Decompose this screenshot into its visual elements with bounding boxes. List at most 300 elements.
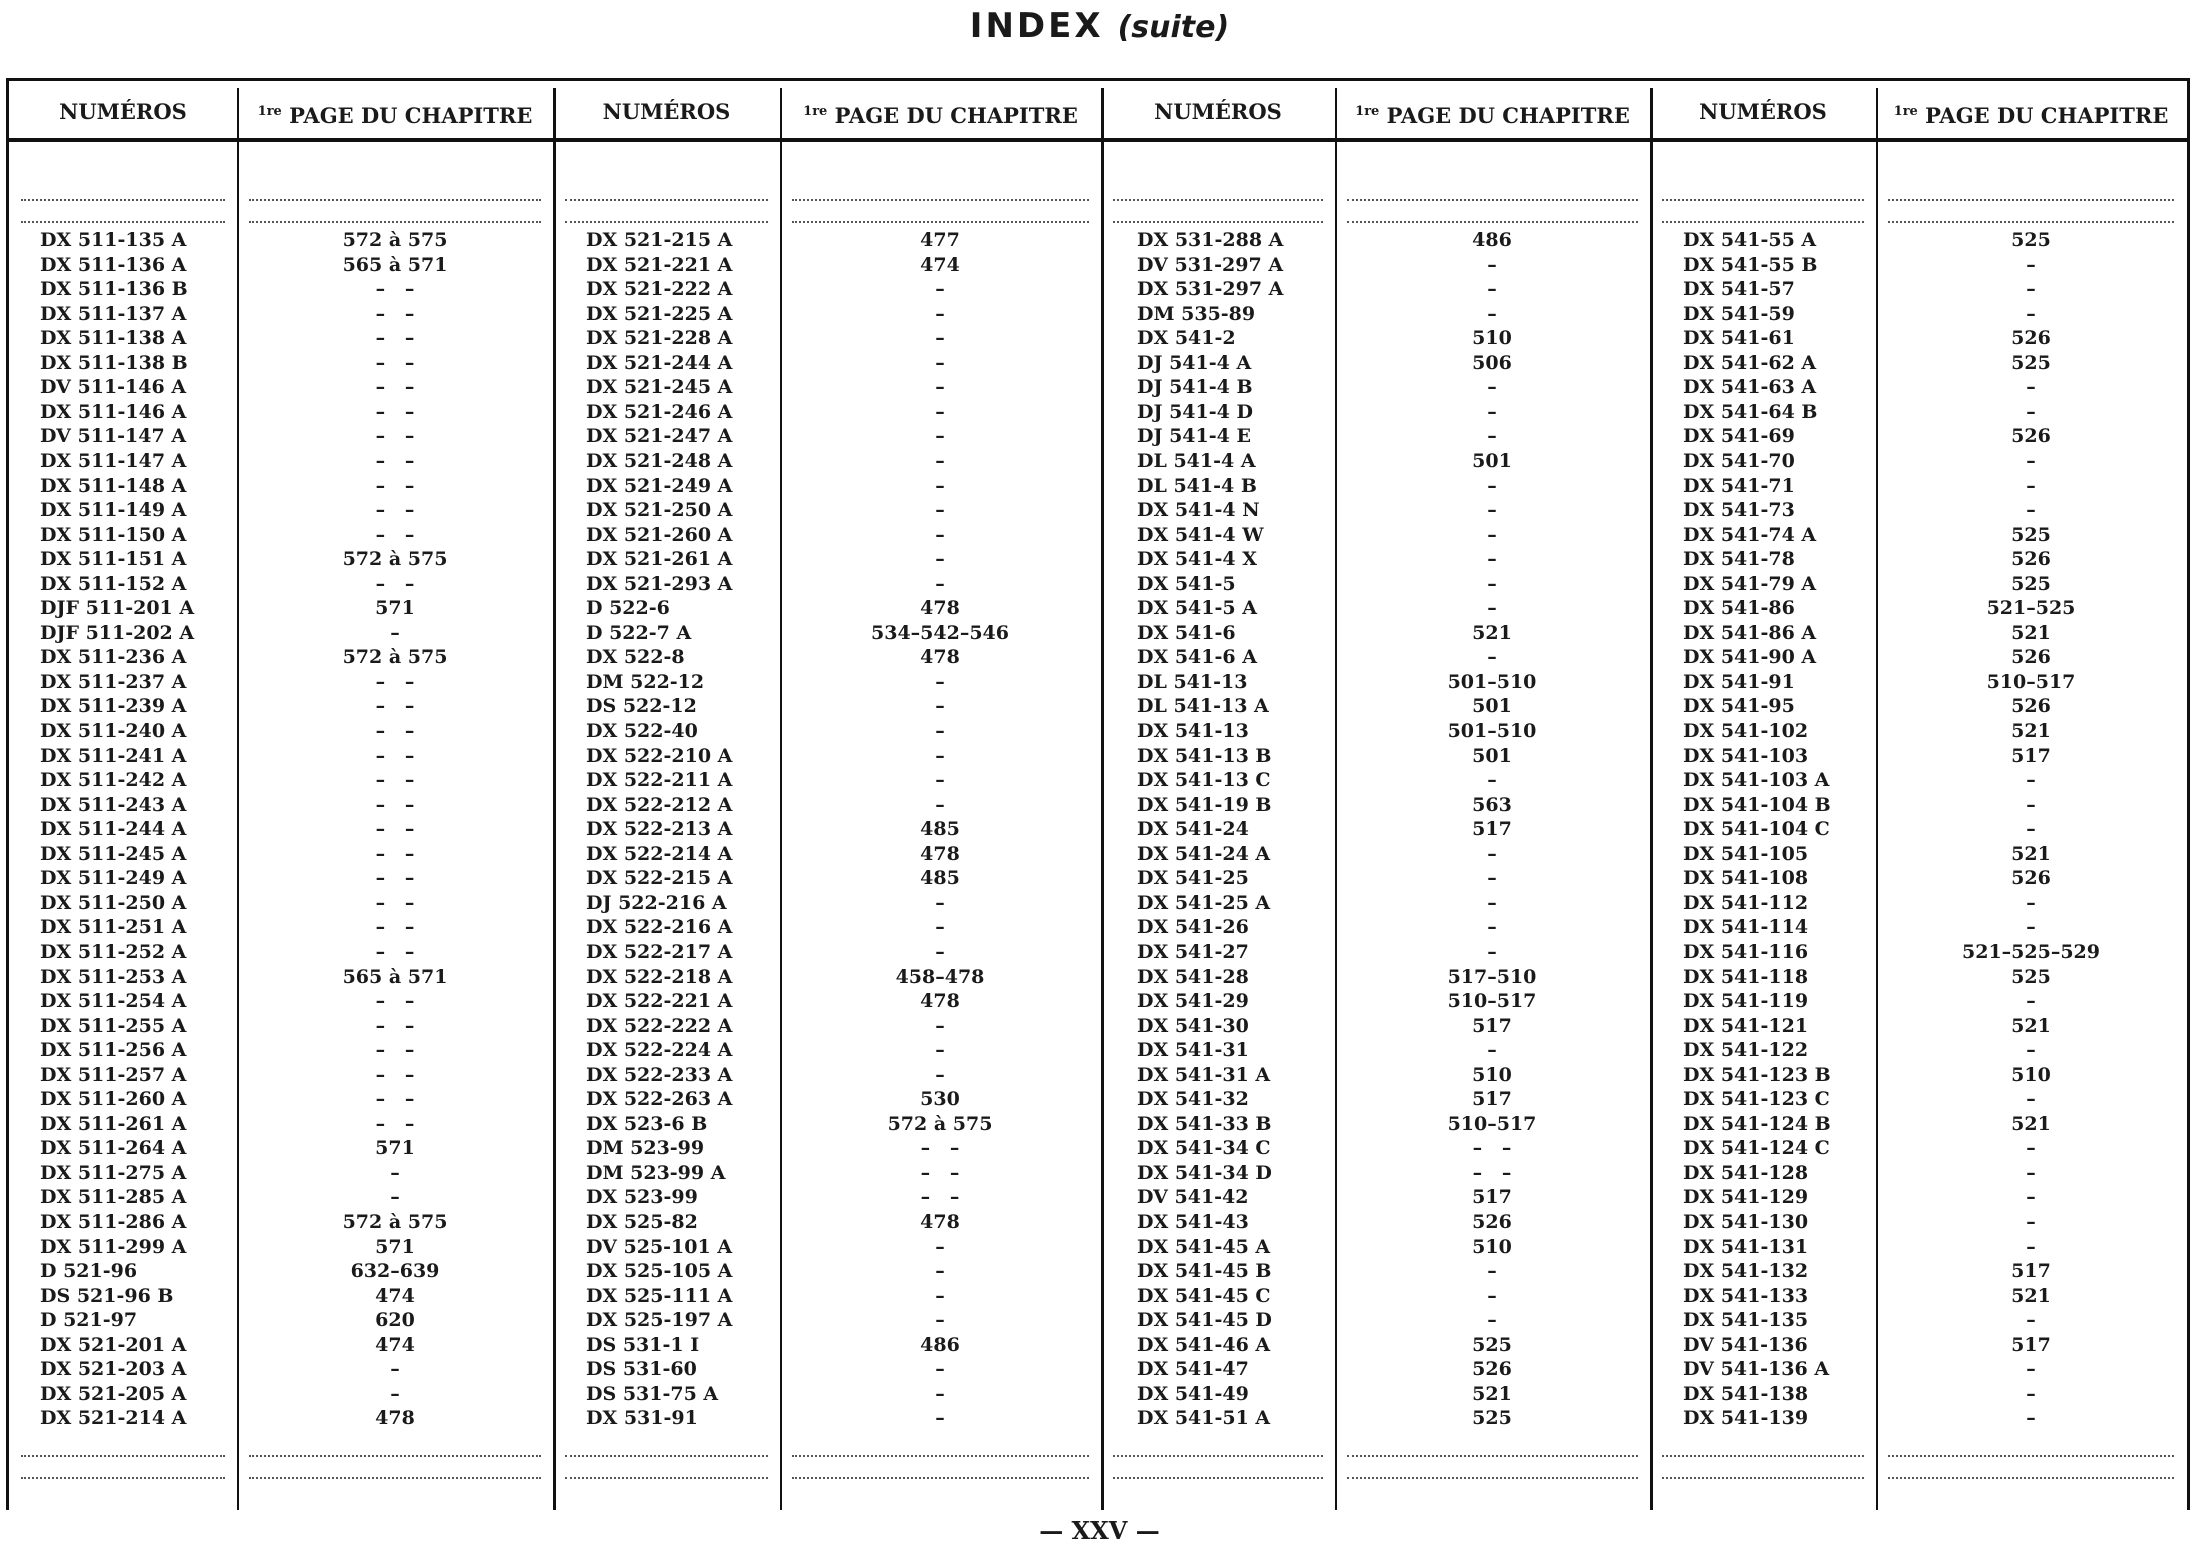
chapter-page: 485 bbox=[920, 818, 960, 841]
index-number: DX 541-105 bbox=[1683, 842, 1809, 865]
index-number: DX 522-217 A bbox=[586, 940, 733, 963]
index-number: DX 525-105 A bbox=[586, 1260, 733, 1283]
chapter-page: 478 bbox=[920, 990, 960, 1013]
index-number: DX 541-104 B bbox=[1683, 793, 1831, 816]
chapter-page: – – bbox=[375, 842, 415, 865]
chapter-page: – bbox=[1487, 572, 1497, 595]
index-number: DJ 541-4 A bbox=[1137, 351, 1252, 374]
chapter-page: – – bbox=[375, 1039, 415, 1062]
chapter-page: – bbox=[2026, 474, 2036, 497]
dotted-rule bbox=[1662, 199, 1864, 201]
chapter-page: – bbox=[1487, 646, 1497, 669]
chapter-page: – bbox=[2026, 1088, 2036, 1111]
index-number: DX 541-118 bbox=[1683, 965, 1809, 988]
chapter-page: 510–517 bbox=[1986, 670, 2076, 693]
index-number: DX 541-34 D bbox=[1137, 1161, 1272, 1184]
chapter-page: – – bbox=[375, 769, 415, 792]
index-number: DS 522-12 bbox=[586, 695, 697, 718]
chapter-page: – bbox=[1487, 769, 1497, 792]
chapter-page: – bbox=[935, 769, 945, 792]
dotted-rule bbox=[1347, 199, 1638, 201]
chapter-page: 501–510 bbox=[1447, 720, 1537, 742]
page-title bbox=[0, 6, 2199, 46]
header-page-text: PAGE DU CHAPITRE bbox=[1917, 103, 2169, 128]
index-number: DX 521-261 A bbox=[586, 548, 733, 571]
index-number: DX 541-34 C bbox=[1137, 1137, 1271, 1160]
chapter-page: – bbox=[935, 327, 945, 350]
chapter-page: – bbox=[2026, 302, 2036, 325]
chapter-page: 474 bbox=[375, 1284, 415, 1307]
index-number: DX 521-245 A bbox=[586, 376, 733, 399]
chapter-page: – bbox=[390, 1186, 400, 1209]
index-number: DX 521-293 A bbox=[586, 572, 733, 595]
index-number: DX 511-146 A bbox=[40, 400, 187, 423]
dotted-rule bbox=[249, 1477, 541, 1479]
index-number: DX 541-116 bbox=[1683, 940, 1809, 963]
dotted-rule bbox=[565, 1455, 768, 1457]
index-number: DS 531-60 bbox=[586, 1358, 697, 1381]
chapter-page: 572 à 575 bbox=[342, 548, 448, 571]
chapter-page: 521 bbox=[1472, 621, 1512, 644]
index-number: DX 541-71 bbox=[1683, 474, 1795, 497]
chapter-page: – bbox=[935, 744, 945, 767]
dotted-rule bbox=[565, 199, 768, 201]
index-number: DX 511-241 A bbox=[40, 744, 187, 767]
chapter-page: 517 bbox=[1472, 818, 1512, 841]
chapter-page: – – bbox=[920, 1161, 960, 1184]
index-number: DX 541-5 bbox=[1137, 572, 1236, 595]
index-number: DM 535-89 bbox=[1137, 302, 1256, 325]
chapter-page: 501 bbox=[1472, 695, 1512, 718]
index-number: DX 541-130 bbox=[1683, 1211, 1809, 1233]
index-number: DX 521-247 A bbox=[586, 425, 733, 448]
chapter-page: – – bbox=[375, 670, 415, 693]
index-number: DX 541-13 bbox=[1137, 720, 1249, 742]
chapter-page: – – bbox=[375, 376, 415, 399]
chapter-page: – bbox=[935, 278, 945, 301]
index-number: D 522-6 bbox=[586, 597, 670, 620]
index-number: DX 541-19 B bbox=[1137, 793, 1272, 816]
index-number: DX 522-40 bbox=[586, 720, 698, 742]
index-number: DX 511-149 A bbox=[40, 499, 187, 522]
chapter-page: – – bbox=[375, 1088, 415, 1111]
header-page-chapitre bbox=[780, 92, 1101, 132]
chapter-page: – – bbox=[375, 523, 415, 546]
column-divider bbox=[1650, 88, 1653, 1510]
index-number: DX 525-197 A bbox=[586, 1309, 733, 1332]
chapter-page: 521–525 bbox=[1986, 597, 2076, 620]
dotted-rule bbox=[1347, 221, 1638, 223]
index-number: DX 541-45 D bbox=[1137, 1309, 1272, 1332]
chapter-page: – bbox=[2026, 1211, 2036, 1233]
chapter-page: – bbox=[935, 425, 945, 448]
index-number: DX 541-33 B bbox=[1137, 1112, 1272, 1135]
index-number: DX 511-256 A bbox=[40, 1039, 187, 1062]
index-number: DX 541-25 A bbox=[1137, 891, 1271, 914]
chapter-page: – bbox=[1487, 916, 1497, 939]
header-ordinal: 1re bbox=[1355, 104, 1380, 119]
chapter-page: – bbox=[1487, 867, 1497, 890]
index-number: DX 541-69 bbox=[1683, 425, 1795, 448]
index-number: DX 541-70 bbox=[1683, 449, 1795, 472]
index-number: DL 541-13 bbox=[1137, 670, 1248, 693]
index-number: DJF 511-202 A bbox=[40, 621, 195, 644]
chapter-page: – – bbox=[375, 302, 415, 325]
index-number: DX 511-138 B bbox=[40, 351, 188, 374]
chapter-page: – bbox=[1487, 1284, 1497, 1307]
chapter-page: – bbox=[2026, 916, 2036, 939]
chapter-page: – bbox=[2026, 990, 2036, 1013]
index-number: DX 511-253 A bbox=[40, 965, 187, 988]
chapter-page: – bbox=[1487, 940, 1497, 963]
index-number: DX 541-31 A bbox=[1137, 1063, 1271, 1086]
chapter-page: – bbox=[935, 302, 945, 325]
chapter-page: – bbox=[2026, 891, 2036, 914]
chapter-page: – bbox=[1487, 1260, 1497, 1283]
index-number: DX 541-45 B bbox=[1137, 1260, 1272, 1283]
chapter-page: 517 bbox=[2011, 1260, 2051, 1283]
chapter-page: – bbox=[2026, 1186, 2036, 1209]
chapter-page: – bbox=[390, 1358, 400, 1381]
index-number: DX 511-286 A bbox=[40, 1211, 187, 1233]
dotted-rule bbox=[565, 1477, 768, 1479]
header-numeros: NUMÉROS bbox=[59, 99, 187, 124]
chapter-page: – bbox=[1487, 302, 1497, 325]
index-number: DV 541-136 bbox=[1683, 1333, 1808, 1356]
chapter-page: 526 bbox=[2011, 695, 2051, 718]
dotted-rule bbox=[1113, 199, 1323, 201]
index-number: DX 511-137 A bbox=[40, 302, 187, 325]
chapter-page: – bbox=[1487, 548, 1497, 571]
index-number: DX 521-205 A bbox=[40, 1382, 187, 1405]
index-number: DL 541-13 A bbox=[1137, 695, 1269, 718]
chapter-page: 517 bbox=[1472, 1014, 1512, 1037]
index-number: DX 541-25 bbox=[1137, 867, 1249, 890]
index-number: DX 541-55 B bbox=[1683, 253, 1818, 276]
index-number: DX 541-24 A bbox=[1137, 842, 1271, 865]
chapter-page: 521 bbox=[2011, 1014, 2051, 1037]
chapter-page: 530 bbox=[920, 1088, 960, 1111]
index-number: DL 541-4 B bbox=[1137, 474, 1257, 497]
chapter-page: – – bbox=[375, 990, 415, 1013]
chapter-page: – bbox=[935, 670, 945, 693]
index-number: DX 511-236 A bbox=[40, 646, 187, 669]
dotted-rule bbox=[565, 221, 768, 223]
chapter-page: 572 à 575 bbox=[342, 646, 448, 669]
index-number: DX 511-244 A bbox=[40, 818, 187, 841]
chapter-page: – – bbox=[375, 449, 415, 472]
index-number: DX 541-62 A bbox=[1683, 351, 1817, 374]
chapter-page: – – bbox=[1472, 1161, 1512, 1184]
chapter-page: 510–517 bbox=[1447, 990, 1537, 1013]
index-number: DX 531-297 A bbox=[1137, 278, 1284, 301]
chapter-page: – bbox=[2026, 1137, 2036, 1160]
index-number: DS 531-75 A bbox=[586, 1382, 719, 1405]
chapter-page: 525 bbox=[1472, 1333, 1512, 1356]
index-number: DX 541-91 bbox=[1683, 670, 1795, 693]
chapter-page: – – bbox=[375, 720, 415, 742]
index-number: DX 522-8 bbox=[586, 646, 685, 669]
chapter-page: 501–510 bbox=[1447, 670, 1537, 693]
header-page-chapitre bbox=[1335, 92, 1650, 132]
index-number: DX 511-136 B bbox=[40, 278, 188, 301]
index-number: DX 541-64 B bbox=[1683, 400, 1818, 423]
index-number: DX 511-138 A bbox=[40, 327, 187, 350]
header-numeros: NUMÉROS bbox=[602, 99, 731, 124]
chapter-page: – bbox=[935, 1063, 945, 1086]
chapter-page: 526 bbox=[1472, 1211, 1512, 1233]
index-number: DX 541-86 bbox=[1683, 597, 1795, 620]
chapter-page: 565 à 571 bbox=[342, 965, 448, 988]
index-number: DX 511-257 A bbox=[40, 1063, 187, 1086]
chapter-page: – bbox=[935, 1358, 945, 1381]
chapter-page: 571 bbox=[375, 1137, 415, 1160]
index-number: DX 511-136 A bbox=[40, 253, 187, 276]
index-number: DX 531-91 bbox=[586, 1407, 698, 1430]
index-number: DX 541-51 A bbox=[1137, 1407, 1271, 1430]
chapter-page: – – bbox=[920, 1137, 960, 1160]
dotted-rule bbox=[1888, 199, 2174, 201]
index-number: DX 521-228 A bbox=[586, 327, 733, 350]
index-number: DX 511-249 A bbox=[40, 867, 187, 890]
index-number: DX 541-2 bbox=[1137, 327, 1236, 350]
index-number: DX 541-13 B bbox=[1137, 744, 1272, 767]
chapter-page: – bbox=[935, 891, 945, 914]
chapter-page: – bbox=[935, 376, 945, 399]
index-number: DV 541-136 A bbox=[1683, 1358, 1830, 1381]
index-number: DX 541-102 bbox=[1683, 720, 1809, 742]
chapter-page: – – bbox=[375, 744, 415, 767]
index-number: DX 541-6 bbox=[1137, 621, 1236, 644]
index-number: DX 522-221 A bbox=[586, 990, 733, 1013]
index-number: DX 511-151 A bbox=[40, 548, 187, 571]
chapter-page: – bbox=[2026, 1235, 2036, 1258]
chapter-page: – bbox=[2026, 1039, 2036, 1062]
chapter-page: 632–639 bbox=[350, 1260, 440, 1283]
chapter-page: 572 à 575 bbox=[887, 1112, 993, 1135]
index-number: DX 541-63 A bbox=[1683, 376, 1817, 399]
chapter-page: 506 bbox=[1472, 351, 1512, 374]
index-number: DX 541-86 A bbox=[1683, 621, 1817, 644]
title-suffix: (suite) bbox=[1117, 10, 1230, 45]
index-number: DX 541-95 bbox=[1683, 695, 1795, 718]
chapter-page: 510 bbox=[1472, 1235, 1512, 1258]
chapter-page: – bbox=[2026, 1382, 2036, 1405]
chapter-page: – bbox=[1487, 425, 1497, 448]
chapter-page: 620 bbox=[375, 1309, 415, 1332]
dotted-rule bbox=[21, 221, 225, 223]
index-number: DX 522-214 A bbox=[586, 842, 733, 865]
chapter-page: 510 bbox=[1472, 1063, 1512, 1086]
header-ordinal: 1re bbox=[257, 104, 282, 119]
chapter-page: 525 bbox=[1472, 1407, 1512, 1430]
index-number: DX 541-121 bbox=[1683, 1014, 1809, 1037]
chapter-page: – – bbox=[375, 327, 415, 350]
index-number: DX 541-24 bbox=[1137, 818, 1249, 841]
chapter-page: 525 bbox=[2011, 965, 2051, 988]
chapter-page: – – bbox=[375, 1063, 415, 1086]
chapter-page: – bbox=[935, 695, 945, 718]
chapter-page: 526 bbox=[2011, 425, 2051, 448]
header-page-text: PAGE DU CHAPITRE bbox=[281, 103, 533, 128]
index-number: DL 541-4 A bbox=[1137, 449, 1256, 472]
chapter-page: 478 bbox=[920, 1211, 960, 1233]
chapter-page: 521 bbox=[2011, 1284, 2051, 1307]
chapter-page: – – bbox=[375, 940, 415, 963]
index-number: DM 522-12 bbox=[586, 670, 705, 693]
header-numeros: NUMÉROS bbox=[1699, 99, 1827, 124]
index-number: DX 541-128 bbox=[1683, 1161, 1809, 1184]
chapter-page: 526 bbox=[2011, 646, 2051, 669]
dotted-rule bbox=[1662, 1455, 1864, 1457]
chapter-page: 571 bbox=[375, 1235, 415, 1258]
dotted-rule bbox=[1113, 1455, 1323, 1457]
chapter-page: – – bbox=[920, 1186, 960, 1209]
chapter-page: 571 bbox=[375, 597, 415, 620]
chapter-page: – – bbox=[375, 695, 415, 718]
title-text: INDEX bbox=[969, 6, 1104, 46]
chapter-page: 458–478 bbox=[895, 965, 985, 988]
dotted-rule bbox=[1347, 1455, 1638, 1457]
index-number: DX 511-150 A bbox=[40, 523, 187, 546]
chapter-page: – bbox=[2026, 449, 2036, 472]
index-number: DX 541-124 B bbox=[1683, 1112, 1831, 1135]
chapter-page: 517–510 bbox=[1447, 965, 1537, 988]
index-number: DX 541-55 A bbox=[1683, 229, 1817, 251]
dotted-rule bbox=[1888, 1477, 2174, 1479]
chapter-page: – – bbox=[375, 1014, 415, 1037]
chapter-page: – – bbox=[1472, 1137, 1512, 1160]
chapter-page: – bbox=[1487, 474, 1497, 497]
chapter-page: 477 bbox=[920, 229, 960, 251]
chapter-page: 485 bbox=[920, 867, 960, 890]
chapter-page: – bbox=[935, 572, 945, 595]
chapter-page: – bbox=[935, 499, 945, 522]
index-number: DX 541-32 bbox=[1137, 1088, 1249, 1111]
index-number: DX 511-299 A bbox=[40, 1235, 187, 1258]
dotted-rule bbox=[1662, 221, 1864, 223]
chapter-page: 525 bbox=[2011, 351, 2051, 374]
index-number: DX 521-222 A bbox=[586, 278, 733, 301]
index-number: DX 541-78 bbox=[1683, 548, 1795, 571]
index-number: DJ 541-4 D bbox=[1137, 400, 1253, 423]
chapter-page: 517 bbox=[2011, 744, 2051, 767]
index-number: DX 541-49 bbox=[1137, 1382, 1249, 1405]
dotted-rule bbox=[249, 1455, 541, 1457]
index-number: DX 541-57 bbox=[1683, 278, 1795, 301]
chapter-page: 486 bbox=[1472, 229, 1512, 251]
index-number: DX 521-244 A bbox=[586, 351, 733, 374]
chapter-page: – bbox=[2026, 278, 2036, 301]
index-number: DV 525-101 A bbox=[586, 1235, 733, 1258]
chapter-page: – bbox=[2026, 818, 2036, 841]
index-number: D 521-97 bbox=[40, 1309, 138, 1332]
index-number: DX 522-222 A bbox=[586, 1014, 733, 1037]
dotted-rule bbox=[792, 1455, 1089, 1457]
chapter-page: – bbox=[1487, 1309, 1497, 1332]
index-number: DX 511-240 A bbox=[40, 720, 187, 742]
index-number: DX 511-148 A bbox=[40, 474, 187, 497]
index-number: DX 511-255 A bbox=[40, 1014, 187, 1037]
index-number: D 521-96 bbox=[40, 1260, 138, 1283]
chapter-page: 526 bbox=[2011, 327, 2051, 350]
index-number: DX 541-108 bbox=[1683, 867, 1809, 890]
index-number: DX 522-218 A bbox=[586, 965, 733, 988]
index-number: DX 541-4 X bbox=[1137, 548, 1257, 571]
index-number: DX 511-275 A bbox=[40, 1161, 187, 1184]
dotted-rule bbox=[792, 199, 1089, 201]
header-page-text: PAGE DU CHAPITRE bbox=[1379, 103, 1630, 128]
index-number: DX 511-264 A bbox=[40, 1137, 187, 1160]
index-number: DX 511-245 A bbox=[40, 842, 187, 865]
index-number: DX 511-251 A bbox=[40, 916, 187, 939]
index-number: DX 541-124 C bbox=[1683, 1137, 1830, 1160]
index-number: DV 531-297 A bbox=[1137, 253, 1284, 276]
chapter-page: 563 bbox=[1472, 793, 1512, 816]
chapter-page: 526 bbox=[2011, 548, 2051, 571]
index-number: DM 523-99 bbox=[586, 1137, 705, 1160]
dotted-rule bbox=[792, 221, 1089, 223]
index-number: DV 541-42 bbox=[1137, 1186, 1249, 1209]
index-number: DX 511-237 A bbox=[40, 670, 187, 693]
index-number: DX 541-4 W bbox=[1137, 523, 1264, 546]
header-page-chapitre bbox=[1876, 92, 2186, 132]
index-number: DS 521-96 B bbox=[40, 1284, 174, 1307]
index-number: DX 541-123 B bbox=[1683, 1063, 1831, 1086]
index-number: DX 541-31 bbox=[1137, 1039, 1249, 1062]
dotted-rule bbox=[1662, 1477, 1864, 1479]
index-number: DX 541-135 bbox=[1683, 1309, 1809, 1332]
chapter-page: 517 bbox=[1472, 1186, 1512, 1209]
chapter-page: – bbox=[390, 1161, 400, 1184]
header-page-chapitre bbox=[237, 92, 553, 132]
chapter-page: – – bbox=[375, 891, 415, 914]
index-number: DX 541-122 bbox=[1683, 1039, 1809, 1062]
index-number: DX 541-103 bbox=[1683, 744, 1809, 767]
chapter-page: – bbox=[2026, 1309, 2036, 1332]
chapter-page: 521 bbox=[2011, 720, 2051, 742]
chapter-page: – bbox=[390, 1382, 400, 1405]
chapter-page: – bbox=[2026, 1358, 2036, 1381]
index-number: DV 511-146 A bbox=[40, 376, 187, 399]
chapter-page: – – bbox=[375, 1112, 415, 1135]
header-ordinal: 1re bbox=[803, 104, 828, 119]
chapter-page: – bbox=[935, 1309, 945, 1332]
index-number: DX 525-111 A bbox=[586, 1284, 733, 1307]
chapter-page: – bbox=[935, 793, 945, 816]
chapter-page: – bbox=[1487, 499, 1497, 522]
index-number: DX 541-45 C bbox=[1137, 1284, 1271, 1307]
chapter-page: – bbox=[935, 1039, 945, 1062]
index-number: DX 541-5 A bbox=[1137, 597, 1257, 620]
chapter-page: – bbox=[1487, 597, 1497, 620]
chapter-page: – – bbox=[375, 916, 415, 939]
index-number: DX 525-82 bbox=[586, 1211, 698, 1233]
chapter-page: – bbox=[1487, 891, 1497, 914]
chapter-page: – – bbox=[375, 499, 415, 522]
index-number: DX 521-260 A bbox=[586, 523, 733, 546]
index-number: DX 522-211 A bbox=[586, 769, 733, 792]
index-number: DX 511-260 A bbox=[40, 1088, 187, 1111]
index-number: DX 511-242 A bbox=[40, 769, 187, 792]
index-number: DX 541-28 bbox=[1137, 965, 1249, 988]
chapter-page: – bbox=[2026, 1407, 2036, 1430]
chapter-page: – bbox=[1487, 842, 1497, 865]
chapter-page: 521 bbox=[1472, 1382, 1512, 1405]
chapter-page: – bbox=[935, 400, 945, 423]
chapter-page: 525 bbox=[2011, 523, 2051, 546]
dotted-rule bbox=[1113, 221, 1323, 223]
